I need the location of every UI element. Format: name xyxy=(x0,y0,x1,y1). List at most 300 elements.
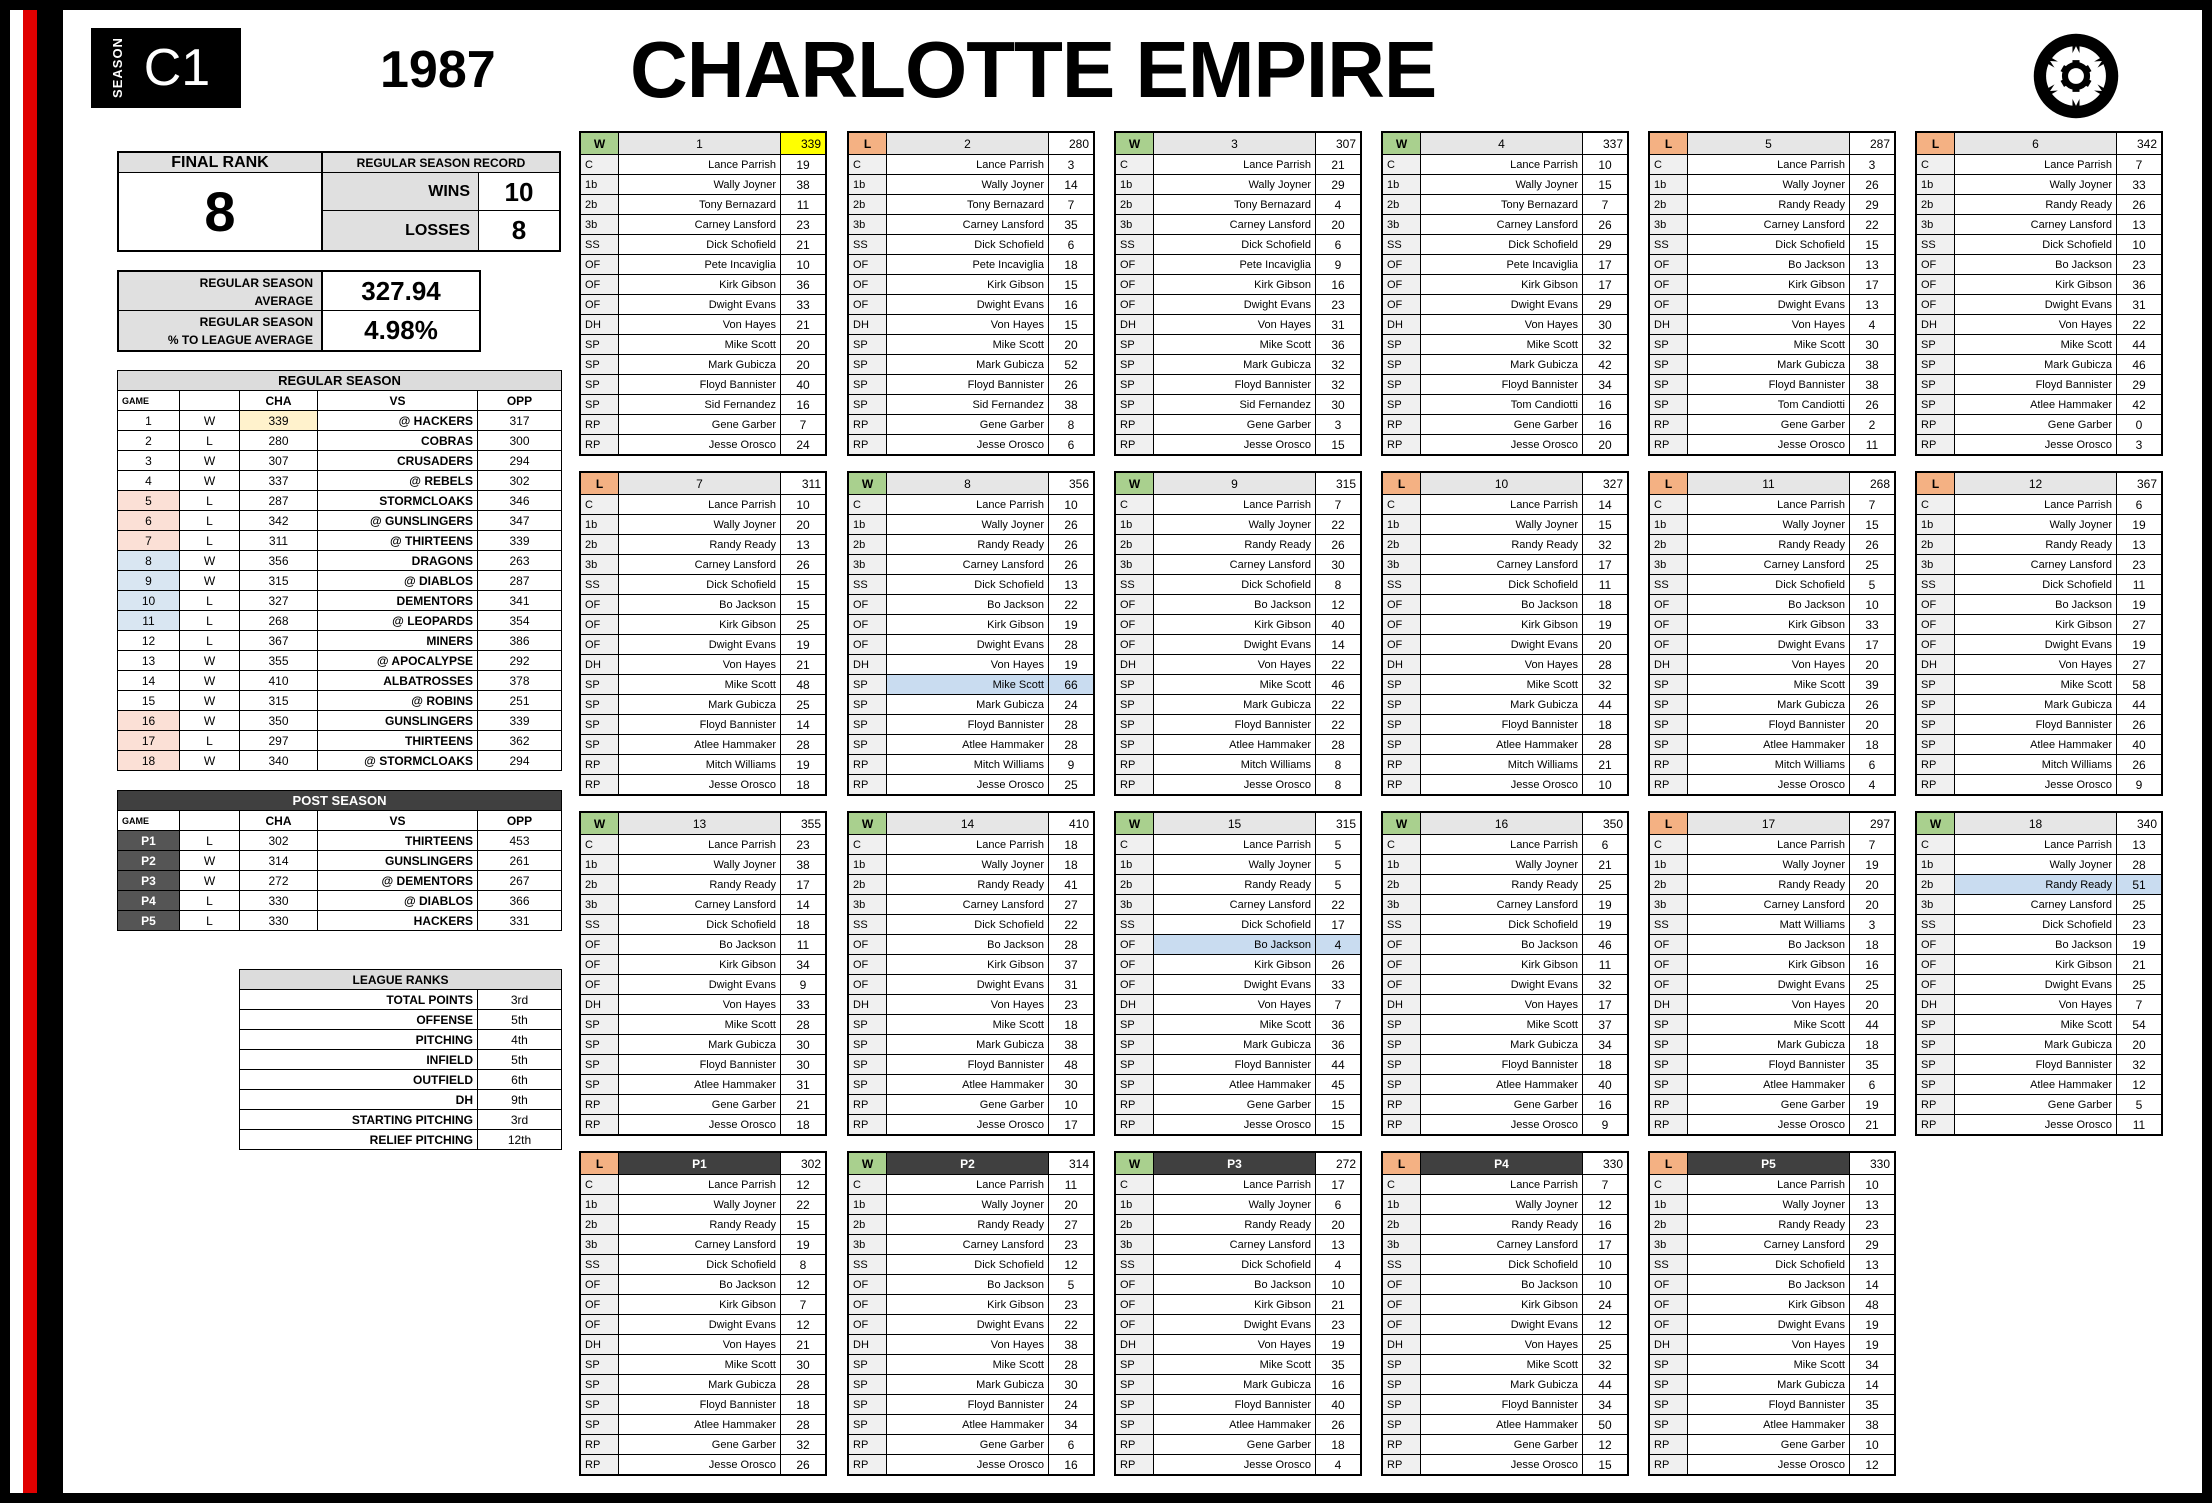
player-row xyxy=(581,1355,826,1375)
player-score: 14 xyxy=(781,715,826,735)
player-row xyxy=(581,1295,826,1315)
player-row xyxy=(1383,1235,1628,1255)
player-row xyxy=(581,1055,826,1075)
player-score: 10 xyxy=(2117,235,2162,255)
player-name: Floyd Bannister xyxy=(619,1055,781,1075)
player-position: OF xyxy=(1650,975,1688,995)
game-total: 342 xyxy=(2117,133,2162,155)
player-row xyxy=(1650,935,1895,955)
player-score: 8 xyxy=(1049,415,1094,435)
player-score: 4 xyxy=(1850,315,1895,335)
average-label-line2: AVERAGE xyxy=(254,294,313,308)
player-score: 34 xyxy=(1049,1415,1094,1435)
player-score: 4 xyxy=(1850,775,1895,795)
player-score: 16 xyxy=(1583,1215,1628,1235)
player-row xyxy=(1650,895,1895,915)
player-name: Carney Lansford xyxy=(619,1235,781,1255)
player-name: Gene Garber xyxy=(619,1095,781,1115)
player-position: C xyxy=(849,1175,887,1195)
player-position: SS xyxy=(849,575,887,595)
player-score: 2 xyxy=(1850,415,1895,435)
player-row xyxy=(581,615,826,635)
player-row xyxy=(1917,275,2162,295)
player-row xyxy=(1917,215,2162,235)
game-header xyxy=(581,813,826,835)
opponent: MINERS xyxy=(318,631,478,651)
player-position: DH xyxy=(1383,995,1421,1015)
player-score: 30 xyxy=(781,1355,826,1375)
player-row xyxy=(849,1175,1094,1195)
player-score: 36 xyxy=(781,275,826,295)
post-season-title: POST SEASON xyxy=(118,791,562,811)
player-score: 27 xyxy=(1049,895,1094,915)
player-position: OF xyxy=(581,975,619,995)
game-card xyxy=(1648,1151,1896,1476)
player-position: 1b xyxy=(1116,515,1154,535)
player-name: Wally Joyner xyxy=(887,515,1049,535)
player-position: OF xyxy=(581,615,619,635)
player-row xyxy=(1116,215,1361,235)
player-name: Floyd Bannister xyxy=(1688,375,1850,395)
opponent-score: 294 xyxy=(478,751,562,771)
player-row xyxy=(581,535,826,555)
player-score: 33 xyxy=(1850,615,1895,635)
team-score: 355 xyxy=(240,651,318,671)
player-row xyxy=(581,415,826,435)
player-position: SP xyxy=(1116,1015,1154,1035)
player-score: 19 xyxy=(1583,615,1628,635)
player-position: SP xyxy=(581,355,619,375)
player-score: 26 xyxy=(1850,395,1895,415)
player-row xyxy=(1917,695,2162,715)
player-row xyxy=(1917,1095,2162,1115)
player-row xyxy=(1383,515,1628,535)
player-row xyxy=(1650,295,1895,315)
player-row xyxy=(1116,315,1361,335)
player-position: DH xyxy=(1917,995,1955,1015)
player-position: SP xyxy=(1116,1075,1154,1095)
season-label: SEASON xyxy=(109,37,125,98)
game-total: 280 xyxy=(1049,133,1094,155)
player-row xyxy=(849,315,1094,335)
player-name: Wally Joyner xyxy=(1421,855,1583,875)
player-score: 40 xyxy=(1583,1075,1628,1095)
player-position: SP xyxy=(849,1375,887,1395)
schedule-row xyxy=(118,591,562,611)
team-score: 280 xyxy=(240,431,318,451)
player-row xyxy=(581,1375,826,1395)
player-position: RP xyxy=(581,755,619,775)
player-name: Floyd Bannister xyxy=(619,375,781,395)
player-score: 8 xyxy=(1316,755,1361,775)
schedule-row xyxy=(118,411,562,431)
player-row xyxy=(581,1275,826,1295)
player-score: 16 xyxy=(1583,1095,1628,1115)
player-score: 30 xyxy=(1049,1075,1094,1095)
player-row xyxy=(581,675,826,695)
game-number: 7 xyxy=(619,473,781,495)
player-name: Mark Gubicza xyxy=(1688,1375,1850,1395)
player-score: 38 xyxy=(781,175,826,195)
player-row xyxy=(1650,1115,1895,1135)
player-name: Randy Ready xyxy=(887,535,1049,555)
player-row xyxy=(1116,515,1361,535)
player-name: Tom Candiotti xyxy=(1688,395,1850,415)
player-name: Dwight Evans xyxy=(1688,975,1850,995)
player-name: Dwight Evans xyxy=(1688,1315,1850,1335)
player-score: 13 xyxy=(781,535,826,555)
player-position: SP xyxy=(581,715,619,735)
player-score: 18 xyxy=(1583,715,1628,735)
player-name: Randy Ready xyxy=(1955,535,2117,555)
player-score: 23 xyxy=(781,215,826,235)
player-row xyxy=(1650,1055,1895,1075)
player-row xyxy=(849,395,1094,415)
player-score: 29 xyxy=(1316,175,1361,195)
player-score: 9 xyxy=(1049,755,1094,775)
player-row xyxy=(1116,175,1361,195)
team-score: 311 xyxy=(240,531,318,551)
player-row xyxy=(1917,295,2162,315)
col-opp: OPP xyxy=(478,811,562,831)
player-name: Mike Scott xyxy=(1154,335,1316,355)
player-position: SP xyxy=(1650,695,1688,715)
player-position: SP xyxy=(581,1075,619,1095)
player-row xyxy=(1383,255,1628,275)
player-row xyxy=(1383,375,1628,395)
player-name: Kirk Gibson xyxy=(887,615,1049,635)
player-row xyxy=(1917,395,2162,415)
player-position: SP xyxy=(1650,335,1688,355)
player-score: 11 xyxy=(2117,1115,2162,1135)
player-position: OF xyxy=(1917,255,1955,275)
player-score: 23 xyxy=(2117,555,2162,575)
game-header xyxy=(1116,813,1361,835)
player-score: 25 xyxy=(1850,555,1895,575)
player-row xyxy=(581,855,826,875)
player-position: OF xyxy=(849,595,887,615)
player-score: 32 xyxy=(1583,535,1628,555)
player-row xyxy=(1650,835,1895,855)
opponent: CRUSADERS xyxy=(318,451,478,471)
player-name: Lance Parrish xyxy=(1421,1175,1583,1195)
player-row xyxy=(1383,1215,1628,1235)
player-score: 18 xyxy=(1049,835,1094,855)
player-name: Floyd Bannister xyxy=(1421,375,1583,395)
player-name: Mark Gubicza xyxy=(1154,1375,1316,1395)
player-score: 17 xyxy=(1583,1235,1628,1255)
rank-row xyxy=(240,1070,562,1090)
player-score: 30 xyxy=(781,1055,826,1075)
player-score: 21 xyxy=(2117,955,2162,975)
player-row xyxy=(1650,415,1895,435)
pct-value: 4.98% xyxy=(364,315,438,345)
game-result-badge: L xyxy=(1650,133,1688,155)
game-header xyxy=(1650,473,1895,495)
player-row xyxy=(1650,915,1895,935)
game-header xyxy=(1917,133,2162,155)
player-score: 19 xyxy=(1583,915,1628,935)
game-result-badge: L xyxy=(1917,473,1955,495)
player-name: Pete Incaviglia xyxy=(1154,255,1316,275)
rank-row xyxy=(240,1110,562,1130)
player-position: OF xyxy=(849,295,887,315)
player-score: 17 xyxy=(1049,1115,1094,1135)
player-name: Bo Jackson xyxy=(1421,935,1583,955)
game-number: P1 xyxy=(118,831,180,851)
player-score: 15 xyxy=(1049,315,1094,335)
opponent-score: 362 xyxy=(478,731,562,751)
player-row xyxy=(1917,175,2162,195)
player-position: OF xyxy=(1650,615,1688,635)
player-row xyxy=(849,615,1094,635)
player-position: SP xyxy=(1650,1075,1688,1095)
game-card xyxy=(1915,811,2163,1136)
player-row xyxy=(1116,675,1361,695)
player-row xyxy=(1917,775,2162,795)
pct-label-line2: % TO LEAGUE AVERAGE xyxy=(167,333,313,347)
player-position: SP xyxy=(849,335,887,355)
player-name: Dwight Evans xyxy=(1955,975,2117,995)
player-score: 21 xyxy=(1583,755,1628,775)
player-name: Randy Ready xyxy=(619,1215,781,1235)
player-position: RP xyxy=(849,1115,887,1135)
player-position: RP xyxy=(1383,1095,1421,1115)
galactic-empire-emblem-icon xyxy=(2032,32,2120,120)
player-row xyxy=(1917,715,2162,735)
player-name: Dick Schofield xyxy=(887,915,1049,935)
player-name: Von Hayes xyxy=(1154,315,1316,335)
game-result: L xyxy=(180,491,240,511)
player-row xyxy=(581,775,826,795)
player-row xyxy=(849,335,1094,355)
player-name: Bo Jackson xyxy=(619,1275,781,1295)
player-name: Bo Jackson xyxy=(1154,935,1316,955)
player-name: Mike Scott xyxy=(887,1015,1049,1035)
player-name: Dwight Evans xyxy=(619,295,781,315)
player-score: 23 xyxy=(1316,295,1361,315)
player-name: Atlee Hammaker xyxy=(1154,1415,1316,1435)
opponent-score: 346 xyxy=(478,491,562,511)
game-total: 315 xyxy=(1316,473,1361,495)
player-score: 15 xyxy=(1583,515,1628,535)
player-score: 18 xyxy=(781,1115,826,1135)
player-score: 13 xyxy=(1850,1195,1895,1215)
player-score: 37 xyxy=(1049,955,1094,975)
player-row xyxy=(1116,1295,1361,1315)
player-score: 17 xyxy=(1583,995,1628,1015)
player-name: Jesse Orosco xyxy=(1421,1455,1583,1475)
player-row xyxy=(1116,195,1361,215)
player-name: Mike Scott xyxy=(1688,1355,1850,1375)
player-score: 12 xyxy=(1049,1255,1094,1275)
player-row xyxy=(1116,615,1361,635)
player-name: Dick Schofield xyxy=(619,1255,781,1275)
player-name: Jesse Orosco xyxy=(1154,1115,1316,1135)
game-number: 17 xyxy=(1688,813,1850,835)
player-score: 10 xyxy=(1049,1095,1094,1115)
player-position: 3b xyxy=(1116,215,1154,235)
player-name: Wally Joyner xyxy=(1154,515,1316,535)
player-name: Von Hayes xyxy=(887,995,1049,1015)
player-row xyxy=(581,1255,826,1275)
player-name: Mark Gubicza xyxy=(1955,695,2117,715)
player-score: 12 xyxy=(1850,1455,1895,1475)
player-row xyxy=(1116,855,1361,875)
player-position: OF xyxy=(581,935,619,955)
player-position: 3b xyxy=(849,1235,887,1255)
player-row xyxy=(581,395,826,415)
player-row xyxy=(1116,735,1361,755)
player-position: 1b xyxy=(1650,855,1688,875)
player-row xyxy=(849,1295,1094,1315)
player-score: 13 xyxy=(1049,575,1094,595)
player-position: 1b xyxy=(849,855,887,875)
player-row xyxy=(1116,1115,1361,1135)
player-score: 21 xyxy=(1850,1115,1895,1135)
player-name: Von Hayes xyxy=(887,655,1049,675)
player-position: SS xyxy=(1650,915,1688,935)
player-row xyxy=(1650,355,1895,375)
opponent-score: 339 xyxy=(478,711,562,731)
player-position: OF xyxy=(1116,975,1154,995)
player-position: C xyxy=(581,835,619,855)
player-name: Kirk Gibson xyxy=(1955,955,2117,975)
player-name: Carney Lansford xyxy=(1154,215,1316,235)
player-score: 14 xyxy=(781,895,826,915)
player-position: 2b xyxy=(849,875,887,895)
player-score: 10 xyxy=(1583,155,1628,175)
opponent: @ THIRTEENS xyxy=(318,531,478,551)
player-position: OF xyxy=(1650,255,1688,275)
player-name: Floyd Bannister xyxy=(887,1055,1049,1075)
player-position: SP xyxy=(1116,715,1154,735)
player-position: RP xyxy=(849,775,887,795)
rank-category: OFFENSE xyxy=(240,1010,478,1030)
player-name: Mike Scott xyxy=(1421,675,1583,695)
player-name: Von Hayes xyxy=(619,1335,781,1355)
player-name: Mark Gubicza xyxy=(619,355,781,375)
player-position: 3b xyxy=(849,215,887,235)
player-score: 11 xyxy=(1583,955,1628,975)
player-row xyxy=(581,215,826,235)
game-result: L xyxy=(180,911,240,931)
player-score: 20 xyxy=(1850,895,1895,915)
player-score: 42 xyxy=(1583,355,1628,375)
average-label-line1: REGULAR SEASON xyxy=(199,276,313,290)
player-row xyxy=(581,755,826,775)
player-position: RP xyxy=(581,435,619,455)
player-score: 22 xyxy=(1850,215,1895,235)
player-row xyxy=(581,155,826,175)
game-card xyxy=(1114,811,1362,1136)
team-score: 315 xyxy=(240,691,318,711)
opponent-score: 292 xyxy=(478,651,562,671)
player-name: Kirk Gibson xyxy=(619,615,781,635)
player-position: 2b xyxy=(849,1215,887,1235)
game-card xyxy=(579,471,827,796)
player-score: 28 xyxy=(1049,715,1094,735)
player-score: 10 xyxy=(1850,595,1895,615)
player-row xyxy=(581,195,826,215)
player-position: SP xyxy=(581,1395,619,1415)
player-score: 16 xyxy=(1583,415,1628,435)
game-number: 15 xyxy=(118,691,180,711)
player-score: 36 xyxy=(1316,1035,1361,1055)
player-name: Mike Scott xyxy=(1154,675,1316,695)
player-position: OF xyxy=(1116,595,1154,615)
player-row xyxy=(1383,715,1628,735)
player-score: 29 xyxy=(1850,1235,1895,1255)
player-name: Lance Parrish xyxy=(1955,835,2117,855)
player-row xyxy=(849,895,1094,915)
player-row xyxy=(1917,595,2162,615)
player-score: 13 xyxy=(1850,295,1895,315)
player-position: SP xyxy=(849,375,887,395)
player-name: Dwight Evans xyxy=(1955,635,2117,655)
player-name: Dwight Evans xyxy=(1421,975,1583,995)
player-position: RP xyxy=(1116,1435,1154,1455)
player-row xyxy=(1917,1075,2162,1095)
game-header xyxy=(849,813,1094,835)
player-row xyxy=(1917,315,2162,335)
player-row xyxy=(849,635,1094,655)
player-row xyxy=(1383,835,1628,855)
player-score: 20 xyxy=(1850,995,1895,1015)
game-header xyxy=(581,133,826,155)
game-result-badge: L xyxy=(1650,1153,1688,1175)
player-name: Carney Lansford xyxy=(619,895,781,915)
player-name: Jesse Orosco xyxy=(1421,1115,1583,1135)
game-result-badge: L xyxy=(1383,1153,1421,1175)
player-name: Mike Scott xyxy=(1955,675,2117,695)
player-position: RP xyxy=(1917,435,1955,455)
player-row xyxy=(1116,1395,1361,1415)
game-card xyxy=(1648,471,1896,796)
player-row xyxy=(1116,1335,1361,1355)
player-position: 3b xyxy=(581,215,619,235)
game-result-badge: W xyxy=(1116,133,1154,155)
player-score: 7 xyxy=(2117,155,2162,175)
player-score: 18 xyxy=(1583,1055,1628,1075)
player-position: 1b xyxy=(581,175,619,195)
player-score: 46 xyxy=(1316,675,1361,695)
player-row xyxy=(1917,355,2162,375)
player-score: 22 xyxy=(1316,515,1361,535)
player-score: 18 xyxy=(781,915,826,935)
player-name: Kirk Gibson xyxy=(887,955,1049,975)
player-name: Dick Schofield xyxy=(1421,915,1583,935)
game-result-badge: L xyxy=(581,1153,619,1175)
game-number: 2 xyxy=(118,431,180,451)
player-row xyxy=(849,955,1094,975)
player-position: SS xyxy=(1116,235,1154,255)
game-number: 11 xyxy=(118,611,180,631)
player-name: Pete Incaviglia xyxy=(1421,255,1583,275)
player-row xyxy=(1383,1035,1628,1055)
player-row xyxy=(1650,1335,1895,1355)
player-score: 38 xyxy=(1850,355,1895,375)
player-row xyxy=(1383,395,1628,415)
player-row xyxy=(849,235,1094,255)
player-score: 33 xyxy=(781,295,826,315)
player-score: 10 xyxy=(781,255,826,275)
player-row xyxy=(1383,175,1628,195)
player-name: Bo Jackson xyxy=(619,595,781,615)
player-position: SS xyxy=(1383,235,1421,255)
player-name: Kirk Gibson xyxy=(1688,1295,1850,1315)
player-position: SP xyxy=(581,735,619,755)
